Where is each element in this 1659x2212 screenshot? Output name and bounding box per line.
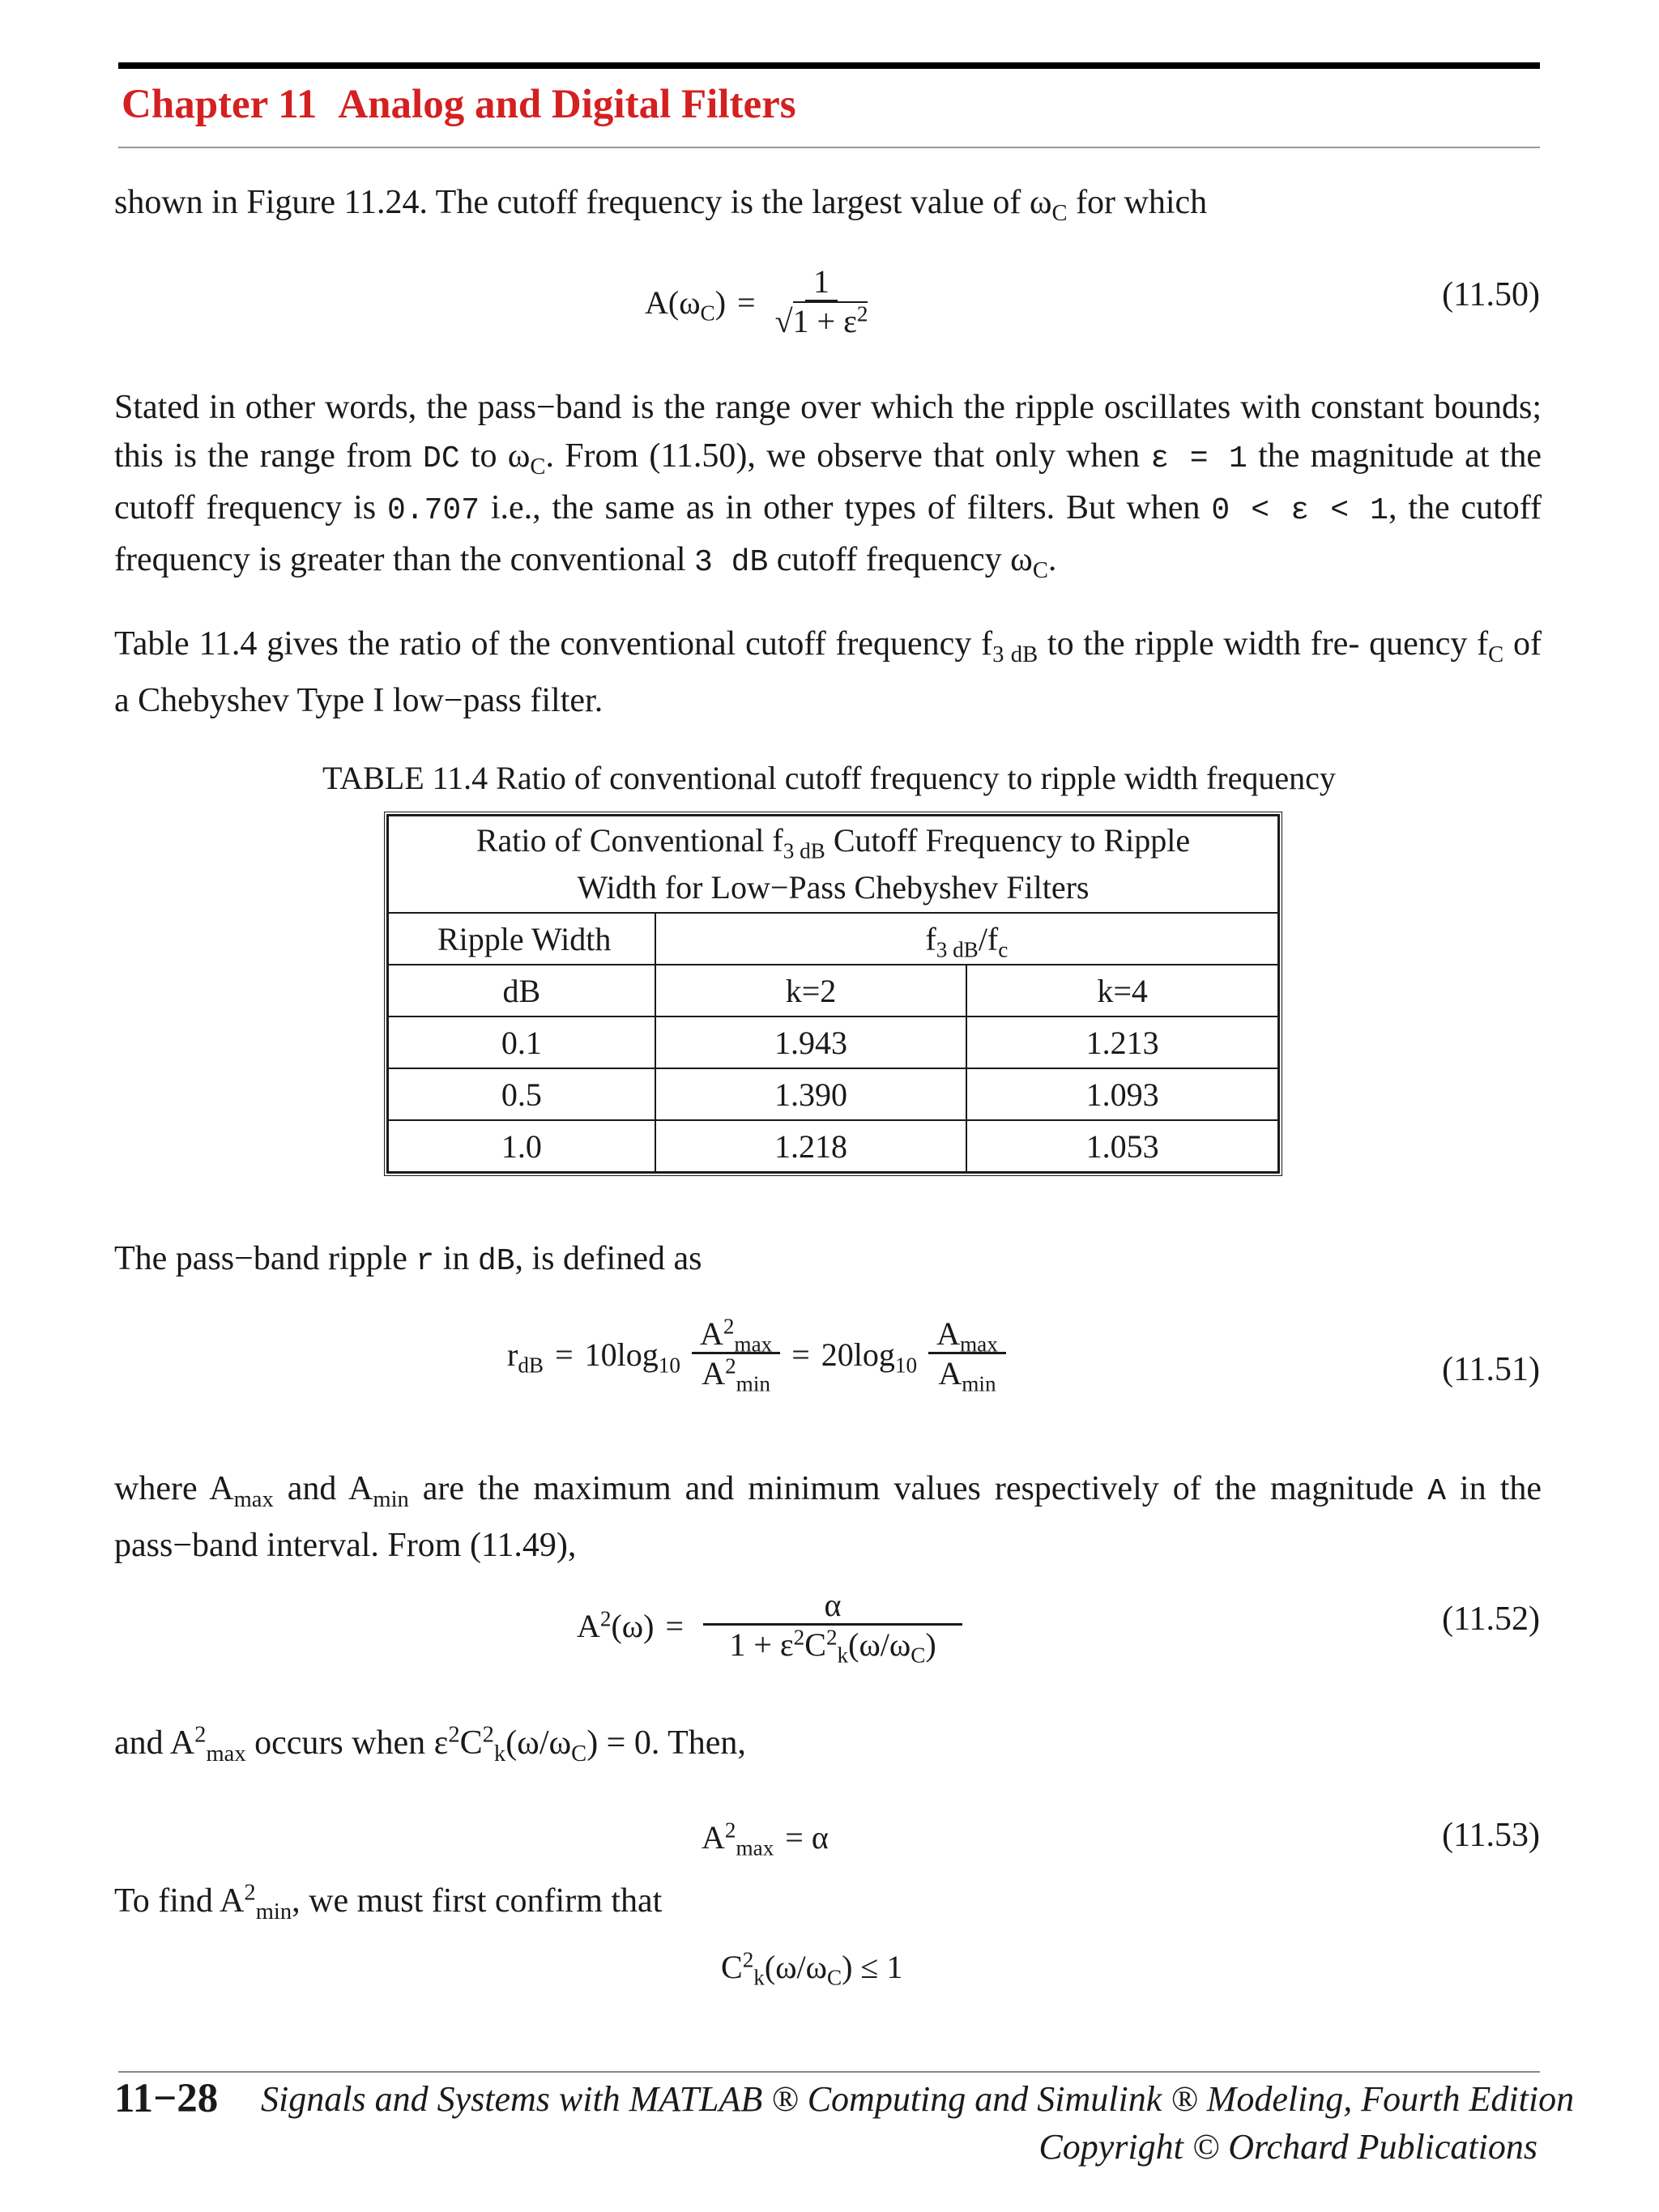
header-k2: k=2 — [655, 965, 967, 1016]
paragraph-ripple: The pass−band ripple r in dB, is defined as — [114, 1240, 702, 1279]
paragraph-amax-amin: where $A_{max}$ and $A_{min}$ are the maximum and minimum values respectively of the magnitude A in the pass−band interval. From (11.49), — [114, 1470, 1542, 1564]
ratio-table — [384, 812, 1282, 1176]
table-caption: TABLE 11.4 Ratio of conventional cutoff frequency to ripple width frequency — [322, 760, 1336, 796]
equation-number-11-51: (11.51) — [1442, 1351, 1540, 1388]
paragraph-occurs: and $A^2_{max}$ occurs when $\varepsilon^2C^2_k(\omega/\omega_C) = 0$. Then, — [114, 1722, 746, 1767]
equation-number-11-52: (11.52) — [1442, 1600, 1540, 1638]
equation-11-51: $r_{dB}$ = $10\log_{10}$ $\frac{A^2_{max}}{A^2_{min}}$ = $20\log_{10}$ $\frac{A_{max}}{A_{min}}$ — [507, 1316, 1006, 1393]
table-row: 0.1 1.943 1.213 — [388, 1016, 1278, 1068]
copyright: Copyright © Orchard Publications — [1038, 2127, 1537, 2167]
equation-11-50: $A(\omega_C)$ = $\frac{1}{√1 + \varepsilon^2}$ — [645, 263, 868, 339]
header-rule — [118, 62, 1540, 69]
table-row: 1.0 1.218 1.053 — [388, 1120, 1278, 1172]
equation-inequality: $C^2_k(\omega/\omega_C) \le 1$ — [721, 1947, 903, 1990]
paragraph-find-amin: To find $A^2_{min}$, we must first confirm that — [114, 1880, 663, 1925]
footer-rule — [118, 2071, 1540, 2073]
table-title: Ratio of Conventional $f_{3 dB}$ Cutoff Frequency to Ripple Width for Low−Pass Chebyshev Filters — [388, 816, 1278, 913]
equation-number-11-50: (11.50) — [1442, 276, 1540, 313]
equation-number-11-53: (11.53) — [1442, 1817, 1540, 1854]
paragraph-intro: shown in Figure 11.24. The cutoff frequency is the largest value of $\omega_C$ for which — [114, 184, 1208, 227]
header-divider — [118, 147, 1540, 148]
book-title: Signals and Systems with MATLAB ® Computing and Simulink ® Modeling, Fourth Edition — [261, 2079, 1575, 2119]
header-k4: k=4 — [966, 965, 1278, 1016]
header-ripple-width: Ripple Width — [388, 913, 655, 965]
table-row: 0.5 1.390 1.093 — [388, 1068, 1278, 1120]
equation-11-52: $A^2(\omega)$ = $\frac{\alpha}{1 + \varepsilon^2C^2_k(\omega/\omega_C)}$ — [577, 1588, 962, 1664]
header-ratio: $f_{3 dB}/f_c$ — [655, 913, 1278, 965]
equation-11-53: $A^2_{max}$ = α — [702, 1818, 829, 1860]
page-number: 11−28 — [114, 2076, 219, 2121]
paragraph-passband: Stated in other words, the pass−band is the range over which the ripple oscillates with constant bounds; this is the range from DC to $\omega_C$. From (11.50), we observe that only when ε = 1 the magnitude at the cutoff frequency is 0.707 i.e., the same as in other types of filters. But when 0 < ε < 1, the cutoff frequency is greater than the conventional 3 dB cutoff frequency $\omega_C$. — [114, 389, 1542, 584]
paragraph-table-intro: Table 11.4 gives the ratio of the conventional cutoff frequency $f_{3 dB}$ to the ripple width fre- quency $f_C$ of a Chebyshev Type I low−pass filter. — [114, 625, 1542, 719]
chapter-heading — [122, 81, 796, 128]
chapter-title: Analog and Digital Filters — [338, 82, 796, 127]
chapter-label: Chapter 11 — [122, 82, 318, 127]
header-unit: dB — [388, 965, 655, 1016]
